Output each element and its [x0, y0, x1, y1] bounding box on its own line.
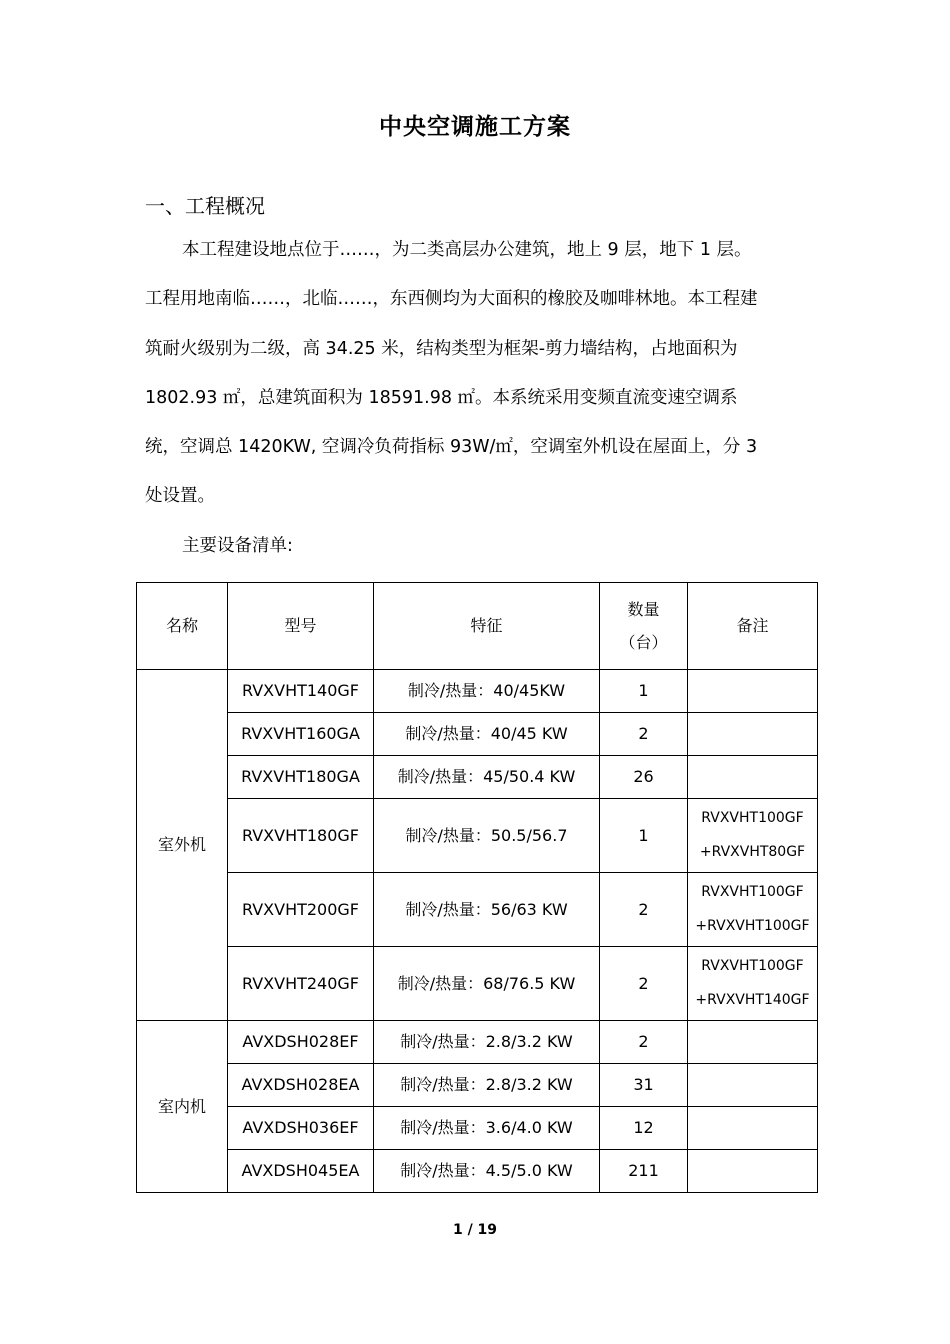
table-row: [137, 873, 818, 947]
quantity-cell: 2: [600, 713, 688, 756]
table-row: [137, 947, 818, 1021]
remark-cell: [688, 947, 818, 1021]
remark-cell: [688, 1150, 818, 1193]
feature-cell: 制冷/热量：50.5/56.7: [374, 799, 600, 873]
header-remark: 备注: [688, 583, 818, 670]
group-outdoor: 室外机: [137, 670, 228, 1021]
model-cell: RVXVHT180GA: [228, 756, 374, 799]
remark-cell: [688, 713, 818, 756]
remark-cell: [688, 1021, 818, 1064]
remark-cell: [688, 756, 818, 799]
paragraph-line: 筑耐火级别为二级，高 34.25 米，结构类型为框架-剪力墙结构，占地面积为: [145, 339, 738, 359]
quantity-cell: 2: [600, 947, 688, 1021]
equipment-table: [136, 582, 818, 1193]
equipment-list-label: 主要设备清单:: [182, 536, 293, 556]
quantity-cell: 1: [600, 799, 688, 873]
model-cell: RVXVHT140GF: [228, 670, 374, 713]
table-row: [137, 1107, 818, 1150]
model-cell: RVXVHT180GF: [228, 799, 374, 873]
model-cell: AVXDSH045EA: [228, 1150, 374, 1193]
feature-cell: 制冷/热量：4.5/5.0 KW: [374, 1150, 600, 1193]
feature-cell: 制冷/热量：45/50.4 KW: [374, 756, 600, 799]
feature-cell: 制冷/热量：2.8/3.2 KW: [374, 1021, 600, 1064]
table-row: [137, 1021, 818, 1064]
remark-line: RVXVHT100GF: [701, 958, 804, 975]
quantity-cell: 2: [600, 1021, 688, 1064]
model-cell: AVXDSH036EF: [228, 1107, 374, 1150]
model-cell: RVXVHT200GF: [228, 873, 374, 947]
table-row: [137, 799, 818, 873]
table-row: [137, 670, 818, 713]
quantity-cell: 26: [600, 756, 688, 799]
table-header-row: [137, 583, 818, 670]
table-row: [137, 1064, 818, 1107]
feature-cell: 制冷/热量：3.6/4.0 KW: [374, 1107, 600, 1150]
quantity-cell: 211: [600, 1150, 688, 1193]
model-cell: RVXVHT240GF: [228, 947, 374, 1021]
remark-cell: [688, 1107, 818, 1150]
remark-cell: [688, 1064, 818, 1107]
feature-cell: 制冷/热量：56/63 KW: [374, 873, 600, 947]
header-quantity-unit: （台）: [619, 633, 668, 652]
remark-cell: [688, 799, 818, 873]
group-indoor: 室内机: [137, 1021, 228, 1193]
table-row: [137, 713, 818, 756]
page-title: 中央空调施工方案: [379, 114, 571, 140]
quantity-cell: 12: [600, 1107, 688, 1150]
table-row: [137, 756, 818, 799]
remark-line: +RVXVHT100GF: [695, 918, 810, 934]
section-heading: 一、工程概况: [145, 194, 265, 218]
remark-cell: [688, 873, 818, 947]
header-name: 名称: [137, 583, 228, 670]
header-model: 型号: [228, 583, 374, 670]
feature-cell: 制冷/热量：68/76.5 KW: [374, 947, 600, 1021]
quantity-cell: 31: [600, 1064, 688, 1107]
paragraph-line: 本工程建设地点位于……，为二类高层办公建筑，地上 9 层，地下 1 层。: [182, 240, 752, 260]
remark-cell: [688, 670, 818, 713]
quantity-cell: 2: [600, 873, 688, 947]
model-cell: RVXVHT160GA: [228, 713, 374, 756]
remark-line: RVXVHT100GF: [701, 884, 804, 901]
model-cell: AVXDSH028EF: [228, 1021, 374, 1064]
paragraph-line: 1802.93 ㎡，总建筑面积为 18591.98 ㎡。本系统采用变频直流变速空调系: [145, 388, 738, 408]
paragraph-line: 统，空调总 1420KW, 空调冷负荷指标 93W/㎡，空调室外机设在屋面上，分 3: [145, 437, 758, 457]
remark-line: RVXVHT100GF: [701, 810, 804, 827]
feature-cell: 制冷/热量：40/45KW: [374, 670, 600, 713]
feature-cell: 制冷/热量：40/45 KW: [374, 713, 600, 756]
feature-cell: 制冷/热量：2.8/3.2 KW: [374, 1064, 600, 1107]
header-feature: 特征: [374, 583, 600, 670]
table-row: [137, 1150, 818, 1193]
header-quantity-label: 数量: [627, 599, 660, 619]
remark-line: +RVXVHT140GF: [695, 992, 810, 1008]
quantity-cell: 1: [600, 670, 688, 713]
model-cell: AVXDSH028EA: [228, 1064, 374, 1107]
remark-line: +RVXVHT80GF: [699, 844, 806, 860]
paragraph-line: 处设置。: [145, 486, 215, 506]
paragraph-line: 工程用地南临……，北临……，东西侧均为大面积的橡胶及咖啡林地。本工程建: [145, 289, 758, 309]
header-quantity: [600, 583, 688, 670]
page-number: 1 / 19: [452, 1222, 498, 1238]
